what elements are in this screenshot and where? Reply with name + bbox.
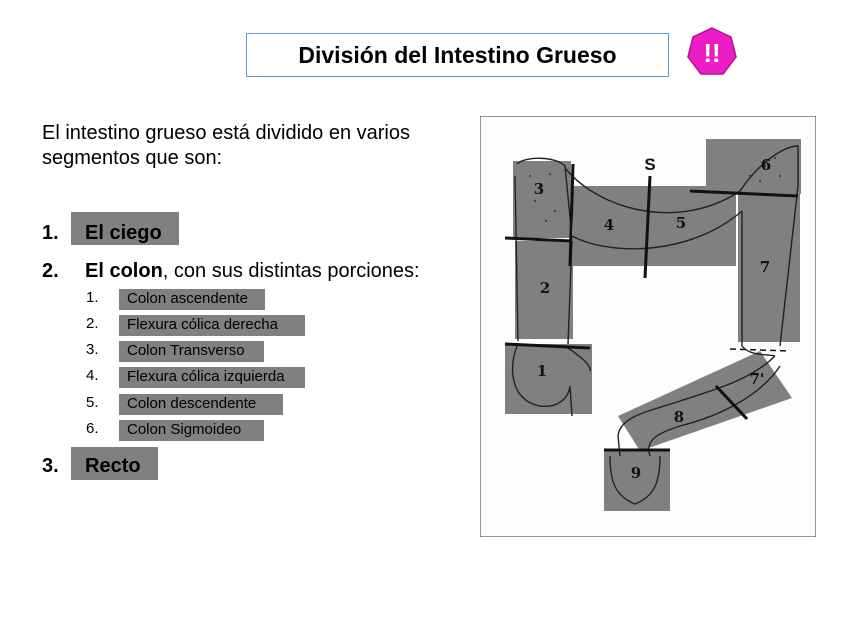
list-label-rest: , con sus distintas porciones:	[162, 260, 420, 282]
sub-label: Colon ascendente	[127, 290, 248, 307]
label-6: 6	[760, 156, 772, 174]
alert-heptagon-icon	[685, 26, 739, 80]
page-title-text: División del Intestino Grueso	[298, 41, 617, 68]
label-3: 3	[533, 180, 545, 198]
page-title	[246, 33, 669, 77]
list-number: 2.	[42, 260, 59, 282]
sub-label: Colon descendente	[127, 395, 257, 412]
sub-number: 6.	[86, 420, 99, 437]
badge-text: !!	[703, 38, 721, 68]
sub-label: Colon Sigmoideo	[127, 421, 242, 438]
label-5: 5	[675, 214, 687, 232]
sub-label: Colon Transverso	[127, 342, 245, 359]
list-label-bold: El colon	[85, 260, 163, 282]
label-2: 2	[539, 279, 551, 297]
large-intestine-diagram	[480, 116, 816, 537]
sub-label: Flexura cólica derecha	[127, 316, 278, 333]
sub-number: 4.	[86, 367, 99, 384]
segment-6-block	[706, 139, 801, 194]
intro-paragraph: El intestino grueso está dividido en varios segmentos que son:	[42, 122, 410, 169]
sub-number: 1.	[86, 289, 99, 306]
segment-1-block	[505, 344, 592, 414]
label-4: 4	[603, 216, 615, 234]
segment-3-block	[513, 161, 571, 238]
sub-number: 3.	[86, 341, 99, 358]
label-9: 9	[630, 464, 642, 482]
segment-4-5-block	[573, 186, 736, 266]
sub-number: 5.	[86, 394, 99, 411]
list-label: El ciego	[85, 222, 162, 244]
label-7: 7	[759, 258, 771, 276]
label-8: 8	[673, 408, 685, 426]
list-number: 1.	[42, 222, 59, 244]
sub-label: Flexura cólica izquierda	[127, 368, 285, 385]
sub-number: 2.	[86, 315, 99, 332]
label-s: S	[644, 155, 656, 174]
list-number: 3.	[42, 455, 59, 477]
label-7p: 7'	[749, 370, 765, 388]
label-1: 1	[536, 362, 548, 380]
list-label: Recto	[85, 455, 141, 477]
